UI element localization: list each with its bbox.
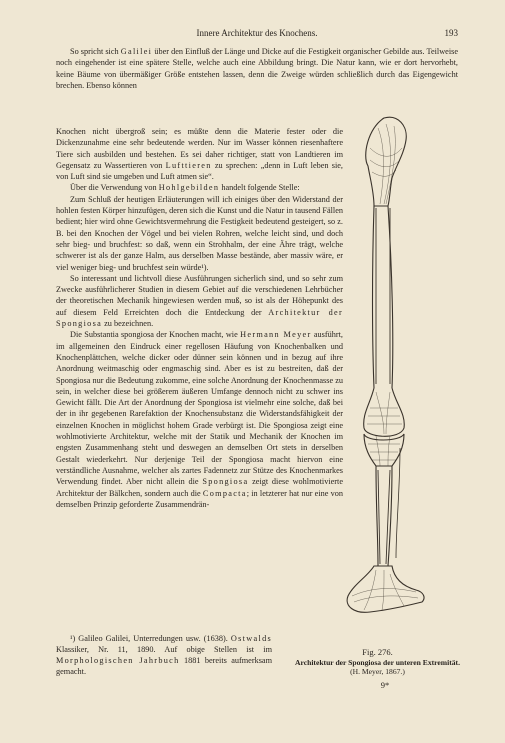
foot-drawing (347, 566, 424, 612)
paragraph-hohlgebilde: Über die Verwendung von Hohlgebilden handelt folgende Stelle: (70, 183, 300, 193)
page-header (56, 28, 458, 40)
term-spongiosa: Spongiosa (202, 477, 249, 487)
bone-architecture-figure (340, 108, 430, 638)
paragraph-continued: Knochen nicht übergroß sein; es müßte denn die Materie fester oder die Dickenzunahme eine sehr bedeutende werden. Nur im Wasser können riesenhaftere Tiere sich ausbilden und bestehen. Es sei daher richtiger, statt von Landtieren im Gegensatz zu Wassertieren von Lufttieren zu sprechen: „denn in Luft leben sie, von Luft sind sie umgeben und Luft atmen sie“. (56, 127, 343, 182)
signature-mark: 9* (380, 680, 390, 690)
knee-joint-drawing (364, 388, 405, 466)
figure-label: Fig. 276. (362, 647, 393, 657)
term-architektur: Architektur der Spongiosa (56, 307, 344, 329)
paragraph-interessant: So interessant und lichtvoll diese Ausführungen sicherlich sind, und so sehr zum Zwecke ausführlicherer Studien in diesem Gebiet auf die verschiedenen Lehrbücher der theoretischen Mechanik hingewiesen werden muß, so ist als der Höhepunkt des auf diesem Feld Erreichten doch die Entdeckung der Architektur der Spongiosa zu bezeichnen. (56, 273, 344, 329)
ref-ostwald: Ostwalds (230, 634, 272, 643)
name-meyer: Hermann Meyer (240, 330, 312, 340)
paragraph-substantia: Die Substantia spongiosa der Knochen macht, wie Hermann Meyer ausführt, im allgemeinen den Eindruck einer regellosen Häufung von Knochenbalken und Knochenplättchen, welche dicker oder dünner sein können und in bezug auf ihre Anordnung weitmaschig oder engmaschig sind. Aber es ist zu bestreiten, daß der Spongiosa nur die Bedeutung zukomme, eine solche Anordnung der Knochenmasse zu sein, in welcher diese bei größerem äußeren Umfange dennoch nicht zu schwer ins Gewicht fällt. Die Art der Anordnung der Spongiosa ist vielmehr eine solche, daß bei der in ihr gegebenen Rarefaktion der Knochensubstanz die Widerstandsfähigkeit der einzelnen Knochen in möglichst hohem Grade verbürgt ist. Die Spongiosa zeigt eine wohlmotivierte Architektur, welche mit der Statik und Mechanik der Knochen im engsten Zusammenhang steht und deswegen an demselben Ort stets in derselben Gestalt wiederkehrt. Nur derjenige Teil der Spongiosa macht hiervon eine verständliche Ausnahme, welcher als zartes Fadennetz zur Stütze des Knochenmarkes Verwendung findet. Aber nicht allein die Spongiosa zeigt diese wohlmotivierte Architektur der Bälkchen, sondern auch die Compacta; in letzterer hat nur eine von demselben Prinzip geforderte Zusammendrän- (56, 330, 343, 509)
femur-head-drawing (366, 117, 407, 206)
term-hohlgebilden: Hohlgebilden (158, 183, 220, 193)
page-number: 193 (444, 28, 458, 38)
paragraph-galilei: So spricht sich Galilei über den Einfluß der Länge und Dicke auf die Festigkeit organischer Gebilde aus. Teilweise noch eingehender ist eine spätere Stelle, welche auch eine Abbildung bringt. Die Natur kann, wie er dort hervorhebt, keine Bäume von übermäßiger Größe entstehen lassen, denn die Zweige würden schließlich durch das Eigengewicht brechen. Ebenso können (56, 47, 458, 90)
femur-shaft-drawing (373, 206, 393, 388)
figure-caption (290, 648, 465, 677)
opening-paragraph (56, 46, 458, 91)
term-compacta: Compacta (202, 488, 247, 498)
caption-title: Architektur der Spongiosa der unteren Extremität. (295, 657, 460, 667)
paragraph-quote: Zum Schluß der heutigen Erläuterungen will ich einiges über den Widerstand der hohlen festen Körper hinzufügen, deren sich die Kunst und die Natur in tausend Fällen bedient; hier wird ohne Gewichtsvermehrung die Festigkeit bedeutend gesteigert, so z. B. bei den Knochen der Vögel und bei vielen Rohren, welche leicht sind, und doch sehr bieg- und bruchfest: so daß, wenn ein Strohhalm, der eine Ähre trägt, welche schwerer ist als der ganze Halm, aus derselben Masse bestände, aber massiv wäre, er viel weniger bieg- und bruchfest sein würde¹). (56, 194, 343, 272)
main-text-column (56, 126, 343, 510)
caption-reference: (H. Meyer, 1867.) (350, 667, 405, 677)
running-title: Innere Architektur des Knochens. (196, 28, 318, 38)
footnote: ¹) Galileo Galilei, Unterredungen usw. (1638). Ostwalds Klassiker, Nr. 11, 1890. Auf obige Stellen ist im Morphologischen Jahrbuch 1881 bereits aufmerksam gemacht. (56, 634, 273, 676)
name-galilei: Galilei (120, 47, 153, 56)
ref-jahrbuch: Morphologischen Jahrbuch (56, 656, 180, 665)
term-lufttieren: Lufttieren (165, 160, 212, 170)
